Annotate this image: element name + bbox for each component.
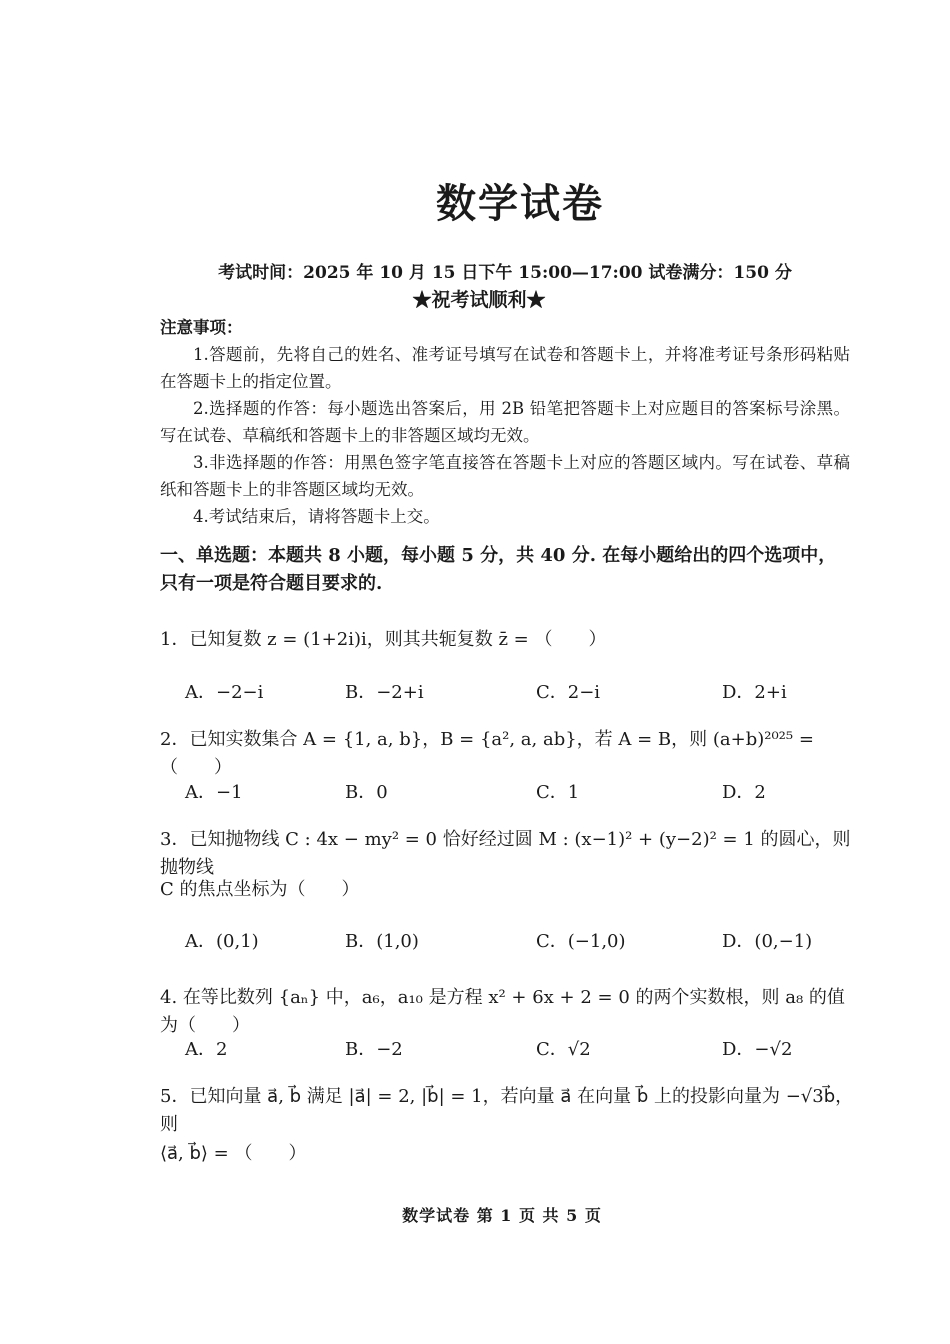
section-heading: 一、单选题：本题共 8 小题，每小题 5 分，共 40 分. 在每小题给出的四个选项中，只有一项是符合题目要求的. xyxy=(160,545,837,594)
option-d: D．−√2 xyxy=(722,1039,793,1060)
good-luck-banner: ★祝考试顺利★ xyxy=(412,289,546,311)
page-footer: 数学试卷 第 1 页 共 5 页 xyxy=(402,1206,602,1225)
question-5-stem-continued: ⟨a⃗, b⃗⟩ = （ ） xyxy=(160,1143,307,1164)
option-a: A．−2−i xyxy=(185,682,264,703)
question-3-stem-continued: C 的焦点坐标为（ ） xyxy=(160,879,360,900)
option-c: C．1 xyxy=(536,782,580,803)
question-1-stem: 1．已知复数 z = (1+2i)i，则其共轭复数 z̄ = （ ） xyxy=(160,629,607,650)
question-3-options xyxy=(185,927,845,957)
notice-item: 1.答题前，先将自己的姓名、准考证号填写在试卷和答题卡上，并将准考证号条形码粘贴在答题卡上的指定位置。 xyxy=(160,345,850,391)
option-c: C．(−1,0) xyxy=(536,931,626,952)
notice-item: 4.考试结束后，请将答题卡上交。 xyxy=(193,507,440,526)
option-b: B．−2 xyxy=(345,1039,403,1060)
option-d: D．(0,−1) xyxy=(722,931,813,952)
question-4-options xyxy=(185,1035,845,1065)
option-d: D．2+i xyxy=(722,682,787,703)
question-3-stem: 3．已知抛物线 C : 4x − my² = 0 恰好经过圆 M : (x−1)² + (y−2)² = 1 的圆心，则抛物线 xyxy=(160,829,851,878)
option-b: B．0 xyxy=(345,782,388,803)
question-5-stem: 5．已知向量 a⃗, b⃗ 满足 |a⃗| = 2, |b⃗| = 1，若向量 a⃗ 在向量 b⃗ 上的投影向量为 −√3b⃗，则 xyxy=(160,1086,854,1135)
exam-info: 考试时间：2025 年 10 月 15 日下午 15:00—17:00 试卷满分：150 分 xyxy=(218,263,792,283)
notice-item: 3.非选择题的作答：用黑色签字笔直接答在答题卡上对应的答题区域内。写在试卷、草稿纸和答题卡上的非答题区域均无效。 xyxy=(160,453,850,499)
option-b: B．−2+i xyxy=(345,682,424,703)
notice-heading: 注意事项： xyxy=(160,318,243,337)
notice-block xyxy=(160,314,850,530)
option-d: D．2 xyxy=(722,782,766,803)
option-a: A．2 xyxy=(185,1039,228,1060)
option-a: A．−1 xyxy=(185,782,243,803)
question-2-stem: 2．已知实数集合 A = {1, a, b}，B = {a², a, ab}，若 A = B，则 (a+b)²⁰²⁵ = （ ） xyxy=(160,729,814,778)
option-c: C．√2 xyxy=(536,1039,591,1060)
question-1-options xyxy=(185,678,845,708)
notice-item: 2.选择题的作答：每小题选出答案后，用 2B 铅笔把答题卡上对应题目的答案标号涂黑。写在试卷、草稿纸和答题卡上的非答题区域均无效。 xyxy=(160,399,850,445)
question-2-options xyxy=(185,778,845,808)
option-b: B．(1,0) xyxy=(345,931,419,952)
question-4-stem: 4. 在等比数列 {aₙ} 中，a₆，a₁₀ 是方程 x² + 6x + 2 = 0 的两个实数根，则 a₈ 的值为（ ） xyxy=(160,987,845,1036)
option-a: A．(0,1) xyxy=(185,931,259,952)
option-c: C．2−i xyxy=(536,682,601,703)
exam-title: 数学试卷 xyxy=(436,180,604,227)
